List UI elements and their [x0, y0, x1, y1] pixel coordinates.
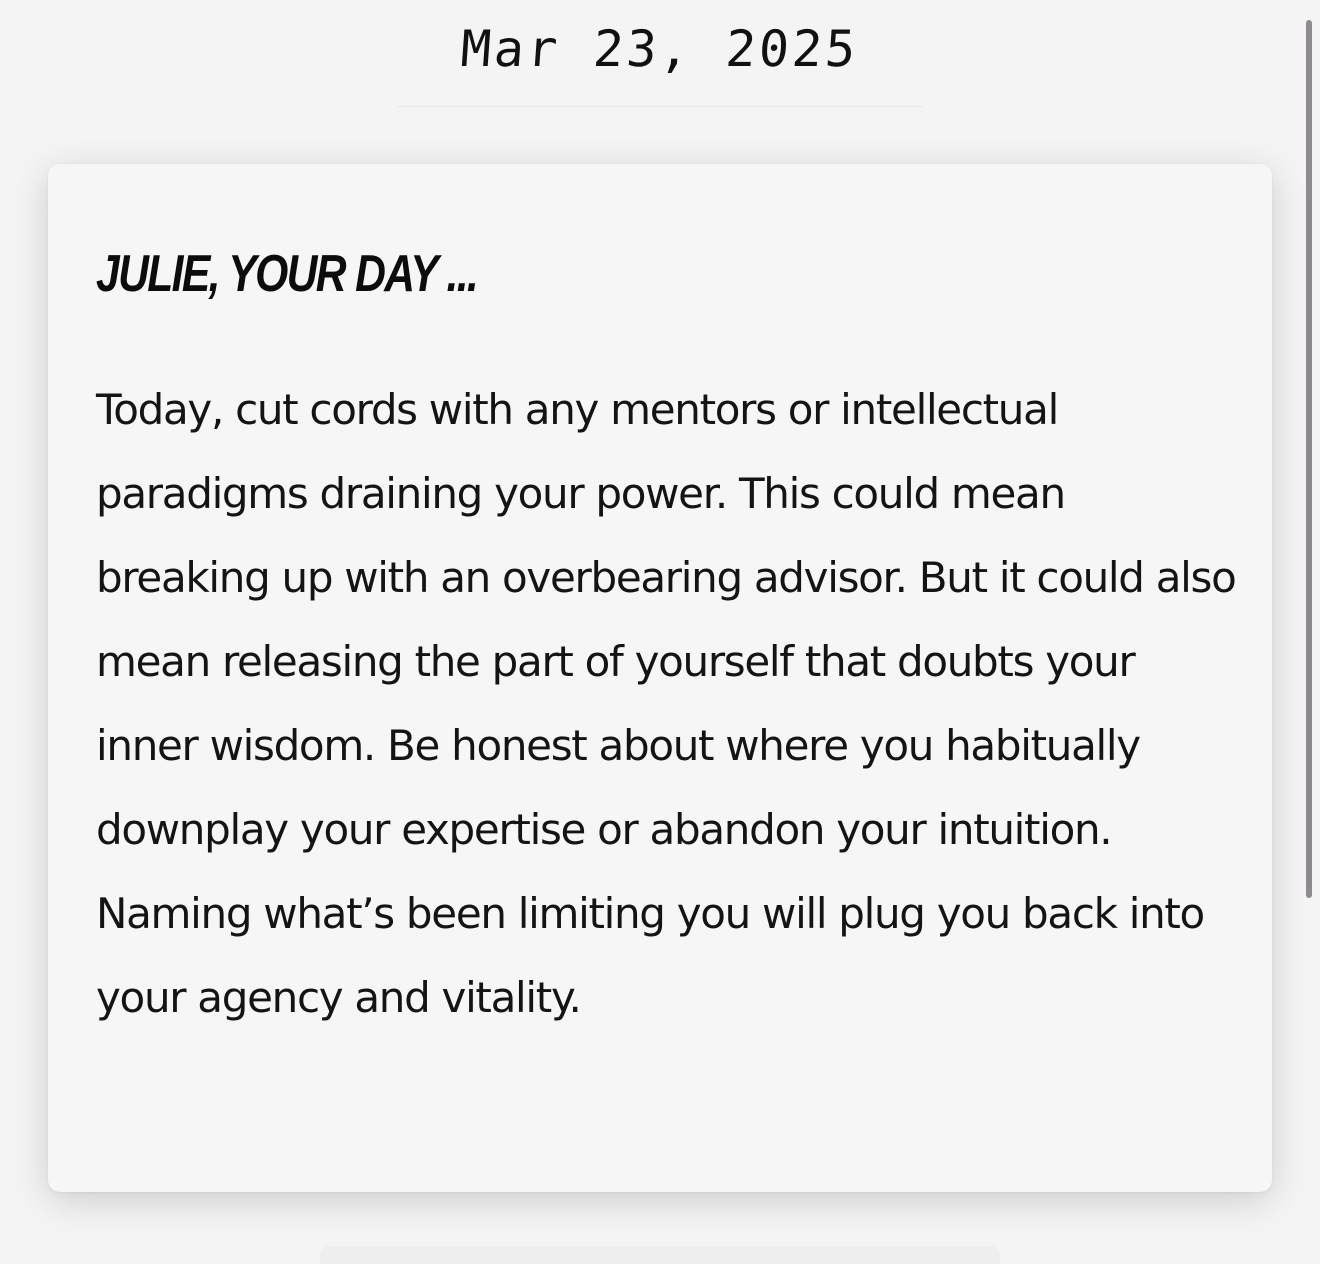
daily-horoscope-card: [48, 164, 1272, 1192]
card-title: JULIE, YOUR DAY ...: [96, 245, 478, 303]
card-body-text: Today, cut cords with any mentors or intellectual paradigms draining your power. This could mean breaking up with an overbearing advisor. But it could also mean releasing the part of yourself that doubts your inner wisdom. Be honest about where you habitually downplay your expertise or abandon your intuition. Naming what’s been limiting you will plug you back into your agency and vitality.: [96, 385, 1236, 1022]
date-label: Mar 23, 2025: [459, 20, 861, 78]
next-card-peek: [320, 1246, 1000, 1264]
date-header: [0, 0, 1320, 108]
header-divider: [396, 106, 924, 107]
scrollbar[interactable]: [1306, 20, 1312, 898]
